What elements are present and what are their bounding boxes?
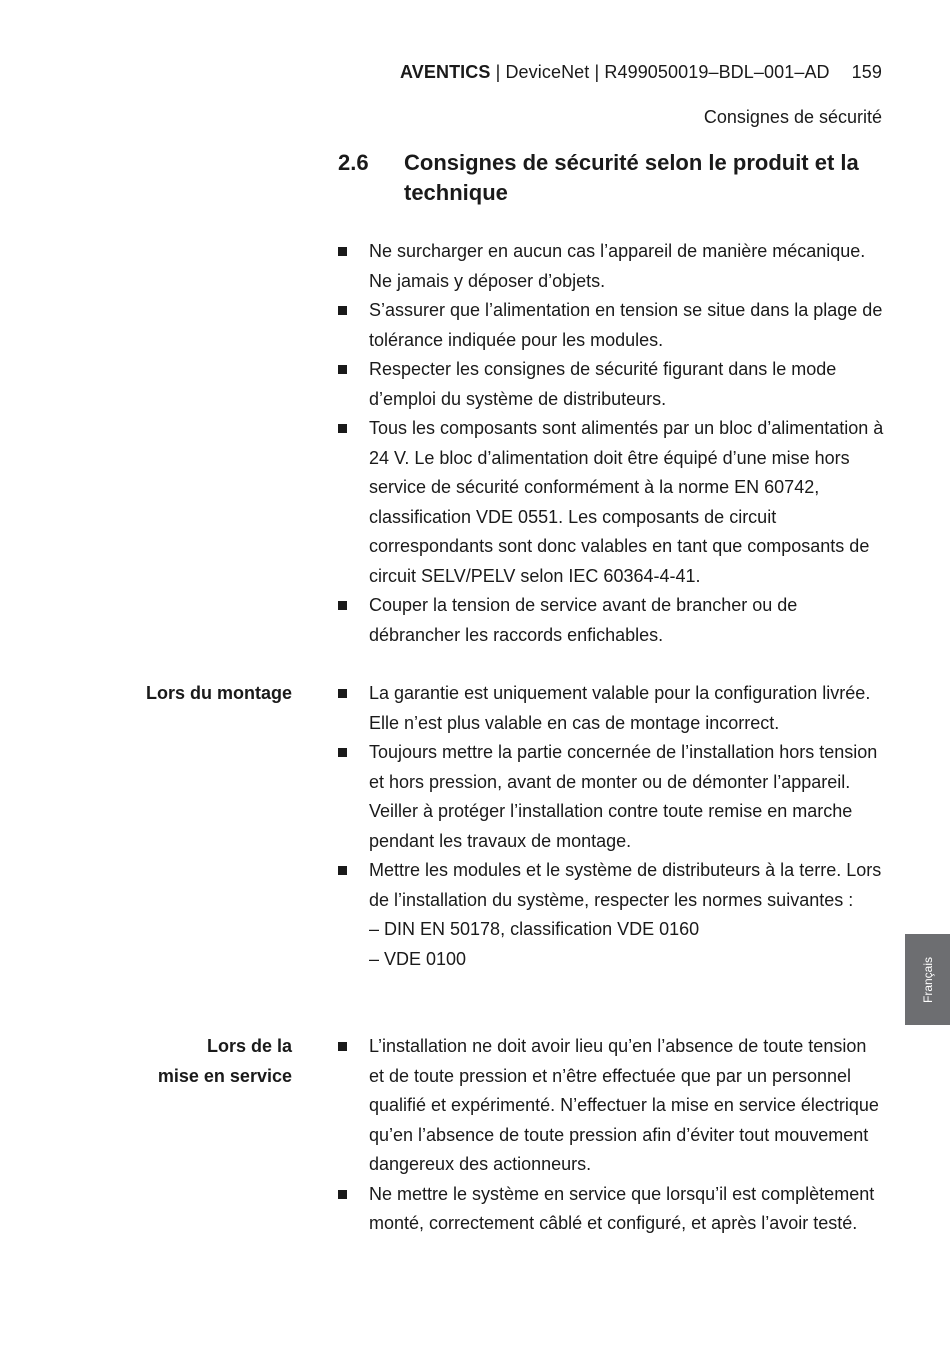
language-tab: [905, 934, 950, 1025]
running-section-title: Consignes de sécurité: [703, 107, 882, 127]
section-number: 2.6: [338, 150, 369, 175]
list-item: L’installation ne doit avoir lieu qu’en l’absence de toute tension et de toute pression et n’être effectuée que par un personnel qualifié et expérimenté. N’effectuer la mise en service électrique qu’en l’absence de toute pression afin d’éviter tout mouvement dangereux des actionneurs.: [338, 1032, 886, 1180]
section-heading: [338, 148, 888, 208]
bullet-icon: [338, 1042, 347, 1051]
bullet-icon: [338, 866, 347, 875]
page-header: [400, 62, 882, 83]
list-item: Tous les composants sont alimentés par un bloc d’alimentation à 24 V. Le bloc d’alimentation doit être équipé d’une mise hors service de sécurité conformément à la norme EN 60742, classification VDE 0551. Les composants de circuit correspondants sont donc valables en tant que composants de circuit SELV/PELV selon IEC 60364-4-41.: [338, 414, 886, 591]
section-title: Consignes de sécurité selon le produit et la technique: [404, 150, 859, 205]
bullet-icon: [338, 247, 347, 256]
bullet-icon: [338, 365, 347, 374]
list-item: S’assurer que l’alimentation en tension se situe dans la plage de tolérance indiquée pour les modules.: [338, 296, 886, 355]
list-item: Ne surcharger en aucun cas l’appareil de manière mécanique. Ne jamais y déposer d’objets.: [338, 237, 886, 296]
list-item: La garantie est uniquement valable pour la configuration livrée. Elle n’est plus valable en cas de montage incorrect.: [338, 679, 886, 738]
montage-label: Lors du montage: [145, 683, 292, 703]
bullet-icon: [338, 601, 347, 610]
document-reference: | DeviceNet | R499050019–BDL–001–AD: [490, 62, 830, 82]
language-tab-label: Français: [920, 956, 935, 1003]
list-item: Mettre les modules et le système de distributeurs à la terre. Lors de l’installation du système, respecter les normes suivantes : – DIN EN 50178, classification VDE 0160 – VDE 0100: [338, 856, 886, 974]
list-item: Toujours mettre la partie concernée de l’installation hors tension et hors pression, avant de monter ou de démonter l’appareil. Veiller à protéger l’installation contre toute remise en marche pendant les travaux de montage.: [338, 738, 886, 856]
page-number: 159: [851, 62, 882, 82]
general-safety-list: [338, 237, 886, 650]
norm-line: – VDE 0100: [369, 948, 467, 969]
list-item: Respecter les consignes de sécurité figurant dans le mode d’emploi du système de distributeurs.: [338, 355, 886, 414]
bullet-icon: [338, 1190, 347, 1199]
norm-line: – DIN EN 50178, classification VDE 0160: [369, 919, 700, 939]
brand-name: AVENTICS: [400, 62, 491, 82]
bullet-icon: [338, 748, 347, 757]
mise-en-service-label: Lors de la mise en service: [157, 1036, 292, 1086]
montage-list: [338, 679, 886, 974]
list-item: Ne mettre le système en service que lorsqu’il est complètement monté, correctement câblé et configuré, et après l’avoir testé.: [338, 1180, 886, 1239]
bullet-icon: [338, 689, 347, 698]
bullet-icon: [338, 424, 347, 433]
bullet-icon: [338, 306, 347, 315]
list-item: Couper la tension de service avant de brancher ou de débrancher les raccords enfichables.: [338, 591, 886, 650]
mise-en-service-list: [338, 1032, 886, 1239]
